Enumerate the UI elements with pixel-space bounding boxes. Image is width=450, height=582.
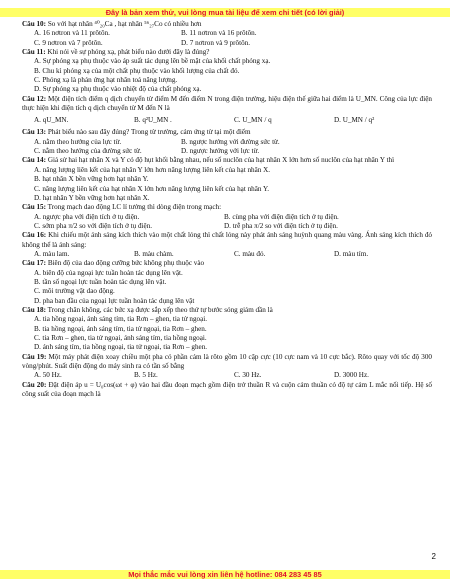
option-c: C. năng lượng liên kết của hạt nhân X lớn hơn năng lượng liên kết của hạt nhân Y. bbox=[34, 184, 270, 193]
question-text: Biên độ của dao động cưỡng bức không phụ thuộc vào bbox=[47, 259, 205, 268]
option-d: D. ngược hướng với lực từ. bbox=[181, 147, 260, 156]
question-10 bbox=[22, 20, 432, 29]
question-text: Giả sử hai hạt nhân X và Y có độ hụt khối bằng nhau, nếu số nuclôn của hạt nhân X lớn hơn số nuclôn của hạt nhân Y thì bbox=[47, 156, 395, 165]
option-a: A. Sự phóng xạ phụ thuộc vào áp suất tác dụng lên bề mặt của khối chất phóng xạ. bbox=[34, 57, 271, 66]
option-d: D. ánh sáng tím, tia hồng ngoại, tia tử ngoại, tia Rơn – ghen. bbox=[34, 343, 208, 352]
question-label: Câu 12: bbox=[22, 94, 47, 103]
option-a: A. tia hồng ngoại, ánh sáng tím, tia Rơn – ghen, tia tử ngoại. bbox=[34, 315, 208, 324]
question-label: Câu 16: bbox=[22, 231, 47, 240]
question-text: Đặt điện áp u = U₀cos(ωt + φ) vào hai đầu đoạn mạch gồm điện trở thuần R và cuộn cảm thuần có độ tự cảm L mắc nối tiếp. Hệ số công suất của đoạn mạch là bbox=[22, 380, 432, 399]
question-label: Câu 20: bbox=[22, 380, 47, 389]
options-row bbox=[22, 213, 432, 222]
option-d: D. 3000 Hz. bbox=[334, 371, 369, 380]
question-18 bbox=[22, 306, 432, 315]
question-13 bbox=[22, 128, 432, 137]
question-15 bbox=[22, 203, 432, 212]
option-d: D. màu tím. bbox=[334, 249, 369, 258]
option-d: D. 7 nơtron và 9 prôtôn. bbox=[181, 38, 251, 47]
question-text: Trong mạch dao động LC lí tưởng thì dòng điện trong mạch: bbox=[47, 203, 222, 212]
options-row bbox=[22, 250, 432, 259]
question-20 bbox=[22, 381, 432, 400]
option-c: C. 30 Hz. bbox=[234, 371, 262, 380]
option-a: A. màu lam. bbox=[34, 249, 70, 258]
options-row bbox=[22, 39, 432, 48]
option-a: A. ngược pha với điện tích ở tụ điện. bbox=[34, 212, 140, 221]
question-label: Câu 19: bbox=[22, 352, 47, 361]
question-label: Câu 10: bbox=[22, 20, 47, 28]
question-text: Phát biểu nào sau đây đúng? Trong từ trường, cảm ứng từ tại một điểm bbox=[47, 128, 251, 137]
question-label: Câu 14: bbox=[22, 156, 47, 165]
option-c: C. nằm theo hướng của đường sức từ. bbox=[34, 147, 142, 156]
question-11 bbox=[22, 48, 432, 57]
option-c: C. U_MN / q bbox=[234, 116, 272, 125]
option-b: B. màu chàm. bbox=[134, 249, 174, 258]
option-b: B. Chu kì phóng xạ của một chất phụ thuộc vào khối lượng của chất đó. bbox=[34, 66, 240, 75]
option-d: D. hạt nhân Y bền vững hơn hạt nhân X. bbox=[34, 193, 150, 202]
options-row bbox=[22, 113, 432, 128]
option-a: A. 16 nơtron và 11 prôtôn. bbox=[34, 29, 110, 38]
options-row bbox=[22, 147, 432, 156]
question-text: So với hạt nhân ⁴⁰₂₀Ca , hạt nhân ⁵⁶₂₇Co có nhiều hơn bbox=[47, 20, 202, 28]
question-text: Khi nói về sự phóng xạ, phát biểu nào dưới đây là đúng? bbox=[47, 48, 210, 57]
question-12 bbox=[22, 95, 432, 114]
question-label: Câu 17: bbox=[22, 259, 47, 268]
question-label: Câu 18: bbox=[22, 305, 47, 314]
option-a: A. 50 Hz. bbox=[34, 371, 62, 380]
page-number: 2 bbox=[431, 552, 436, 561]
question-list bbox=[22, 20, 432, 399]
options-row bbox=[22, 222, 432, 231]
question-text: Trong chân không, các bức xạ được sắp xếp theo thứ tự bước sóng giảm dần là bbox=[47, 305, 273, 314]
option-d: D. U_MN / q² bbox=[334, 116, 375, 125]
preview-banner: Đây là bản xem thử, vui lòng mua tài liệu để xem chi tiết (có lời giải) bbox=[0, 8, 450, 17]
option-c: C. tia Rơn – ghen, tia tử ngoại, ánh sáng tím, tia hồng ngoại. bbox=[34, 334, 207, 342]
option-c: C. màu đỏ. bbox=[234, 249, 266, 258]
question-label: Câu 15: bbox=[22, 203, 47, 212]
options-row bbox=[22, 29, 432, 38]
option-b: B. 5 Hz. bbox=[134, 371, 158, 380]
options-row bbox=[22, 371, 432, 380]
option-b: B. 11 nơtron và 16 prôtôn. bbox=[181, 29, 257, 38]
question-19 bbox=[22, 353, 432, 372]
question-text: Khi chiếu một ánh sáng kích thích vào một chất lỏng thì chất lỏng này phát ánh sáng huỳnh quang màu vàng. Ánh sáng kích thích đó không thể là ánh sáng: bbox=[22, 231, 432, 249]
question-17 bbox=[22, 259, 432, 268]
option-b: B. ngược hướng với đường sức từ. bbox=[181, 137, 280, 146]
question-label: Câu 13: bbox=[22, 128, 47, 137]
option-a: A. nằm theo hướng của lực từ. bbox=[34, 137, 122, 146]
question-label: Câu 11: bbox=[22, 48, 46, 57]
option-b: B. tia hồng ngoại, ánh sáng tím, tia tử ngoại, tia Rơn – ghen. bbox=[34, 324, 207, 333]
option-d: D. pha ban đầu của ngoại lực tuần hoàn tác dụng lên vật bbox=[34, 296, 195, 305]
option-a: A. năng lượng liên kết của hạt nhân Y lớn hơn năng lượng liên kết của hạt nhân X. bbox=[34, 165, 271, 174]
options-row bbox=[22, 138, 432, 147]
question-text: Một máy phát điện xoay chiều một pha có phần cảm là rôto gồm 10 cặp cực (10 cực nam và 10 cực bắc). Rôto quay với tốc độ 300 vòng/phút. Suất điện động do máy sinh ra có tần số bằng bbox=[22, 352, 432, 371]
option-c: C. sớm pha π/2 so với điện tích ở tụ điện. bbox=[34, 221, 153, 230]
hotline-banner: Mọi thắc mắc vui lòng xin liên hệ hotline: 084 283 45 85 bbox=[0, 570, 450, 579]
option-a: A. qU_MN. bbox=[34, 116, 69, 125]
option-c: C. Phóng xạ là phản ứng hạt nhân toả năng lượng. bbox=[34, 76, 178, 85]
option-b: B. tần số ngoại lực tuần hoàn tác dụng lên vật. bbox=[34, 277, 167, 286]
option-d: D. trễ pha π/2 so với điện tích ở tụ điện. bbox=[224, 221, 338, 230]
question-text: Một điện tích điểm q dịch chuyển từ điểm M đến điểm N trong điện trường, hiệu điện thế giữa hai điểm là U_MN. Công của lực điện thực hiện khi điện tích q dịch chuyển từ M đến N là bbox=[22, 94, 432, 113]
option-c: C. môi trường vật dao động. bbox=[34, 287, 115, 296]
option-d: D. Sự phóng xạ phụ thuộc vào nhiệt độ của chất phóng xạ. bbox=[34, 85, 202, 94]
option-c: C. 9 nơtron và 7 prôtôn. bbox=[34, 38, 103, 47]
option-b: B. hạt nhân X bền vững hơn hạt nhân Y. bbox=[34, 175, 149, 184]
question-16 bbox=[22, 231, 432, 250]
option-a: A. biên độ của ngoại lực tuần hoàn tác dụng lên vật. bbox=[34, 268, 183, 277]
question-14 bbox=[22, 156, 432, 165]
option-b: B. cùng pha với điện điện tích ở tụ điện. bbox=[224, 212, 339, 221]
option-b: B. q²U_MN . bbox=[134, 116, 172, 125]
